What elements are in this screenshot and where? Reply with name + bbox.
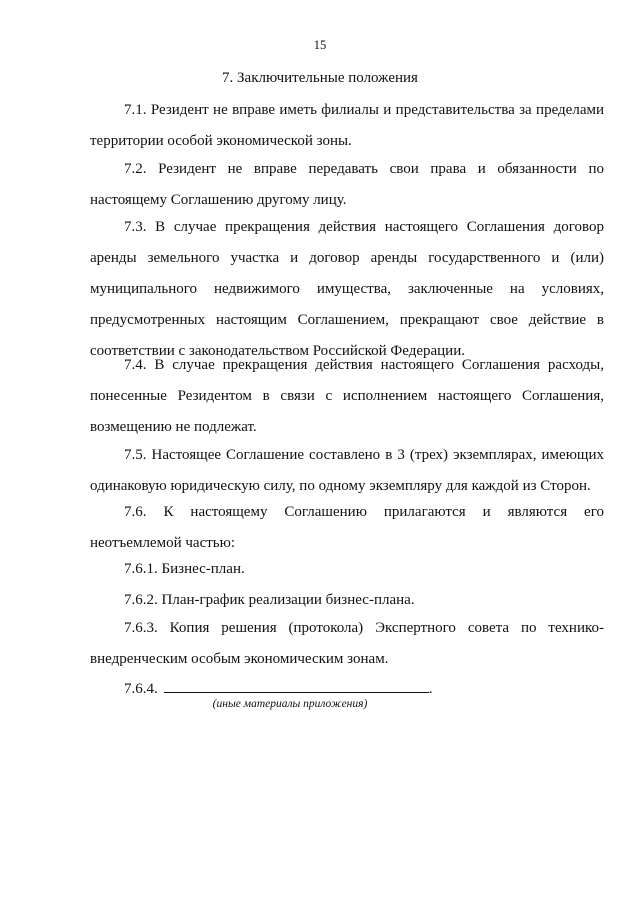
paragraph-7-1: 7.1. Резидент не вправе иметь филиалы и представительства за пределами территории особой экономической зоны.	[90, 102, 604, 149]
paragraph-7-5: 7.5. Настоящее Соглашение составлено в 3 (трех) экземплярах, имеющих одинаковую юридическую силу, по одному экземпляру для каждой из Сторон.	[90, 447, 604, 494]
paragraph-7-6: 7.6. К настоящему Соглашению прилагаются и являются его неотъемлемой частью:	[90, 504, 604, 551]
paragraph-7-6-2: 7.6.2. План-график реализации бизнес-плана.	[124, 592, 415, 608]
page-number: 15	[313, 38, 327, 52]
paragraph-7-3: 7.3. В случае прекращения действия настоящего Соглашения договор аренды земельного участка и договор аренды государственного и (или) муниципального недвижимого имущества, заключенные на условиях, предусмотренных настоящим Соглашением, прекращают свое действие в соответствии с законодательством Российской Федерации.	[90, 219, 604, 359]
paragraph-7-4: 7.4. В случае прекращения действия настоящего Соглашения расходы, понесенные Резидентом в связи с исполнением настоящего Соглашения, возмещению не подлежат.	[90, 357, 604, 435]
paragraph-7-6-3: 7.6.3. Копия решения (протокола) Экспертного совета по технико-внедренческим особым экономическим зонам.	[90, 620, 604, 667]
item-end-period: .	[428, 681, 433, 697]
paragraph-7-2: 7.2. Резидент не вправе передавать свои права и обязанности по настоящему Соглашению другому лицу.	[90, 161, 604, 208]
item-label: 7.6.4.	[124, 681, 158, 697]
fill-in-blank-line	[164, 678, 429, 693]
paragraph-7-6-1: 7.6.1. Бизнес-план.	[124, 561, 245, 577]
section-heading: 7. Заключительные положения	[222, 70, 418, 86]
blank-caption: (иные материалы приложения)	[212, 698, 368, 710]
